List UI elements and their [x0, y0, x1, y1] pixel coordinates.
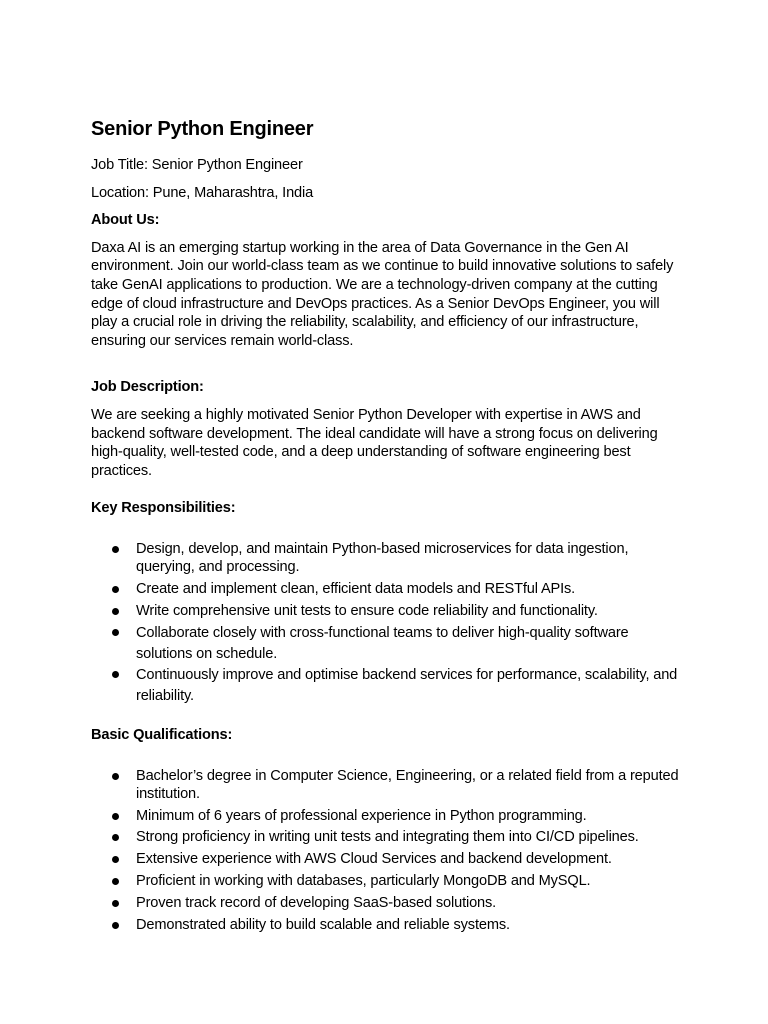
list-item — [91, 665, 681, 707]
list-item-text: Collaborate closely with cross-functional teams to deliver high-quality software solutions on schedule. — [136, 625, 629, 663]
bullet-icon — [112, 856, 119, 863]
list-item-text: Extensive experience with AWS Cloud Services and backend development. — [136, 851, 612, 868]
bullet-icon — [112, 878, 119, 885]
page-title: Senior Python Engineer — [91, 118, 314, 140]
list-item — [91, 540, 681, 577]
list-item-text: Continuously improve and optimise backend services for performance, scalability, and reliability. — [136, 667, 678, 705]
list-item — [91, 916, 681, 934]
list-item-text: Design, develop, and maintain Python-based microservices for data ingestion, querying, and processing. — [136, 540, 629, 576]
list-item — [91, 807, 681, 825]
list-item — [91, 580, 681, 598]
qualifications-list — [91, 767, 681, 934]
bullet-icon — [112, 922, 119, 929]
list-item — [91, 872, 681, 890]
list-item-text: Write comprehensive unit tests to ensure code reliability and functionality. — [136, 602, 598, 619]
qualifications-heading: Basic Qualifications: — [91, 727, 233, 744]
document-body — [91, 116, 681, 937]
bullet-icon — [112, 629, 119, 636]
list-item-text: Proven track record of developing SaaS-based solutions. — [136, 894, 497, 911]
spacer — [91, 754, 681, 767]
list-item — [91, 894, 681, 912]
list-item — [91, 767, 681, 803]
responsibilities-list — [91, 540, 681, 707]
bullet-icon — [112, 773, 119, 780]
bullet-icon — [112, 546, 119, 553]
list-item — [91, 828, 681, 846]
bullet-icon — [112, 671, 119, 678]
bullet-icon — [112, 813, 119, 820]
list-item-text: Demonstrated ability to build scalable and reliable systems. — [136, 916, 510, 933]
spacer — [91, 480, 681, 499]
bullet-icon — [112, 900, 119, 907]
list-item-text: Proficient in working with databases, particularly MongoDB and MySQL. — [136, 873, 591, 890]
list-item-text: Minimum of 6 years of professional experience in Python programming. — [136, 807, 587, 824]
spacer — [91, 527, 681, 540]
about-text: Daxa AI is an emerging startup working in the area of Data Governance in the Gen AI environment. Join our world-class team as we continue to build innovative solutions to safely take GenAI applications to production. We are a technology-driven company at the cutting edge of cloud infrastructure and DevOps practices. As a Senior DevOps Engineer, you will play a crucial role in driving the reliability, scalability, and efficiency of our infrastructure, ensuring our services remain world-class. — [91, 239, 674, 349]
job-description-text: We are seeking a highly motivated Senior Python Developer with expertise in AWS and backend software development. The ideal candidate will have a strong focus on delivering high-quality, well-tested code, and a deep understanding of software engineering best practices. — [91, 406, 658, 479]
job-title-line: Job Title: Senior Python Engineer — [91, 157, 303, 173]
list-item-text: Create and implement clean, efficient data models and RESTful APIs. — [136, 580, 576, 597]
spacer — [91, 350, 681, 378]
responsibilities-heading: Key Responsibilities: — [91, 500, 236, 517]
list-item — [91, 602, 681, 620]
job-description-heading: Job Description: — [91, 379, 204, 396]
spacer — [91, 707, 681, 726]
list-item-text: Strong proficiency in writing unit tests and integrating them into CI/CD pipelines. — [136, 829, 639, 846]
bullet-icon — [112, 608, 119, 615]
bullet-icon — [112, 834, 119, 841]
about-heading: About Us: — [91, 212, 160, 229]
list-item — [91, 623, 681, 665]
location-line: Location: Pune, Maharashtra, India — [91, 184, 314, 201]
bullet-icon — [112, 586, 119, 593]
list-item — [91, 850, 681, 868]
list-item-text: Bachelor’s degree in Computer Science, Engineering, or a related field from a reputed institution. — [136, 767, 679, 802]
